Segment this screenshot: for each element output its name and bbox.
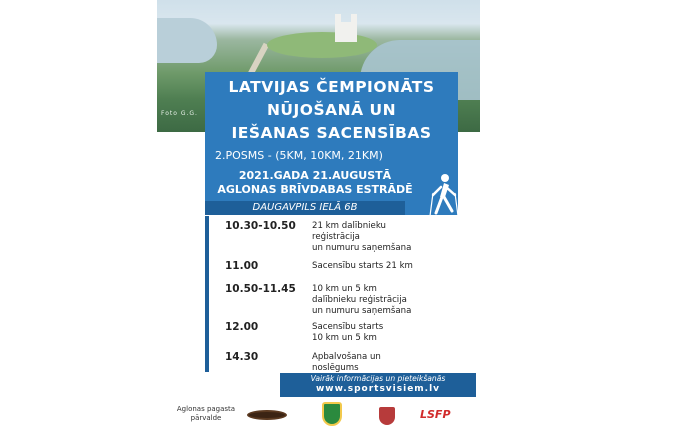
more-info-text: Vairāk informācijas un pieteikšanās (310, 374, 446, 383)
sponsor-logo (247, 410, 287, 420)
schedule-desc (312, 221, 411, 254)
schedule-desc-line: 10 km un 5 km (312, 333, 377, 343)
website-link[interactable]: www.sportsvisiem.lv (315, 384, 441, 394)
schedule-time: 11.00 (225, 260, 259, 272)
nordic-walker-icon (425, 173, 461, 217)
more-info-bar (280, 373, 476, 397)
schedule-desc-line: 21 km dalībnieku (312, 221, 386, 231)
schedule-time: 10.50-11.45 (225, 283, 296, 295)
schedule-time: 14.30 (225, 351, 259, 363)
event-stage: 2.POSMS - (5KM, 10KM, 21KM) (215, 149, 383, 162)
schedule-desc-line: Sacensību starts (312, 322, 384, 332)
schedule-desc (312, 322, 383, 344)
schedule-desc-line: un numuru saņemšana (312, 243, 412, 253)
tower-shape (335, 14, 341, 26)
lake-shape (157, 18, 217, 63)
sports-club-logo (322, 402, 342, 426)
lawn-shape (267, 32, 377, 58)
event-address: DAUGAVPILS IELĀ 6B (205, 201, 405, 215)
organizer-name: Aglonas pagasta pārvalde (176, 405, 236, 422)
schedule-desc-line: dalībnieku reģistrācija (312, 295, 407, 305)
event-place: AGLONAS BRĪVDABAS ESTRĀDĒ (217, 183, 413, 196)
schedule-desc (312, 352, 381, 374)
schedule-time: 12.00 (225, 321, 259, 333)
schedule-desc (312, 284, 411, 317)
schedule-divider (205, 216, 209, 372)
photo-credit: Foto G.G. (161, 110, 198, 117)
schedule-desc-line: un numuru saņemšana (312, 306, 412, 316)
schedule-desc-line: noslēgums (312, 363, 359, 373)
event-date: 2021.GADA 21.AUGUSTĀ (238, 169, 392, 182)
tower-shape (351, 14, 357, 26)
schedule-time: 10.30-10.50 (225, 220, 296, 232)
schedule-desc (312, 261, 413, 272)
schedule-desc-line: Sacensību starts 21 km (312, 261, 413, 271)
schedule-desc-line: 10 km un 5 km (312, 284, 377, 294)
title-line-1: LATVIJAS ČEMPIONĀTS (228, 78, 435, 96)
title-line-3: IEŠANAS SACENSĪBAS (231, 124, 432, 142)
lsfp-logo: LSFP (420, 408, 451, 421)
event-poster (157, 0, 480, 441)
schedule-desc-line: Apbalvošana un (312, 352, 381, 362)
municipality-crest-logo (379, 407, 395, 425)
title-line-2: NŪJOŠANĀ UN (266, 101, 397, 119)
schedule-desc-line: reģistrācija (312, 232, 360, 242)
